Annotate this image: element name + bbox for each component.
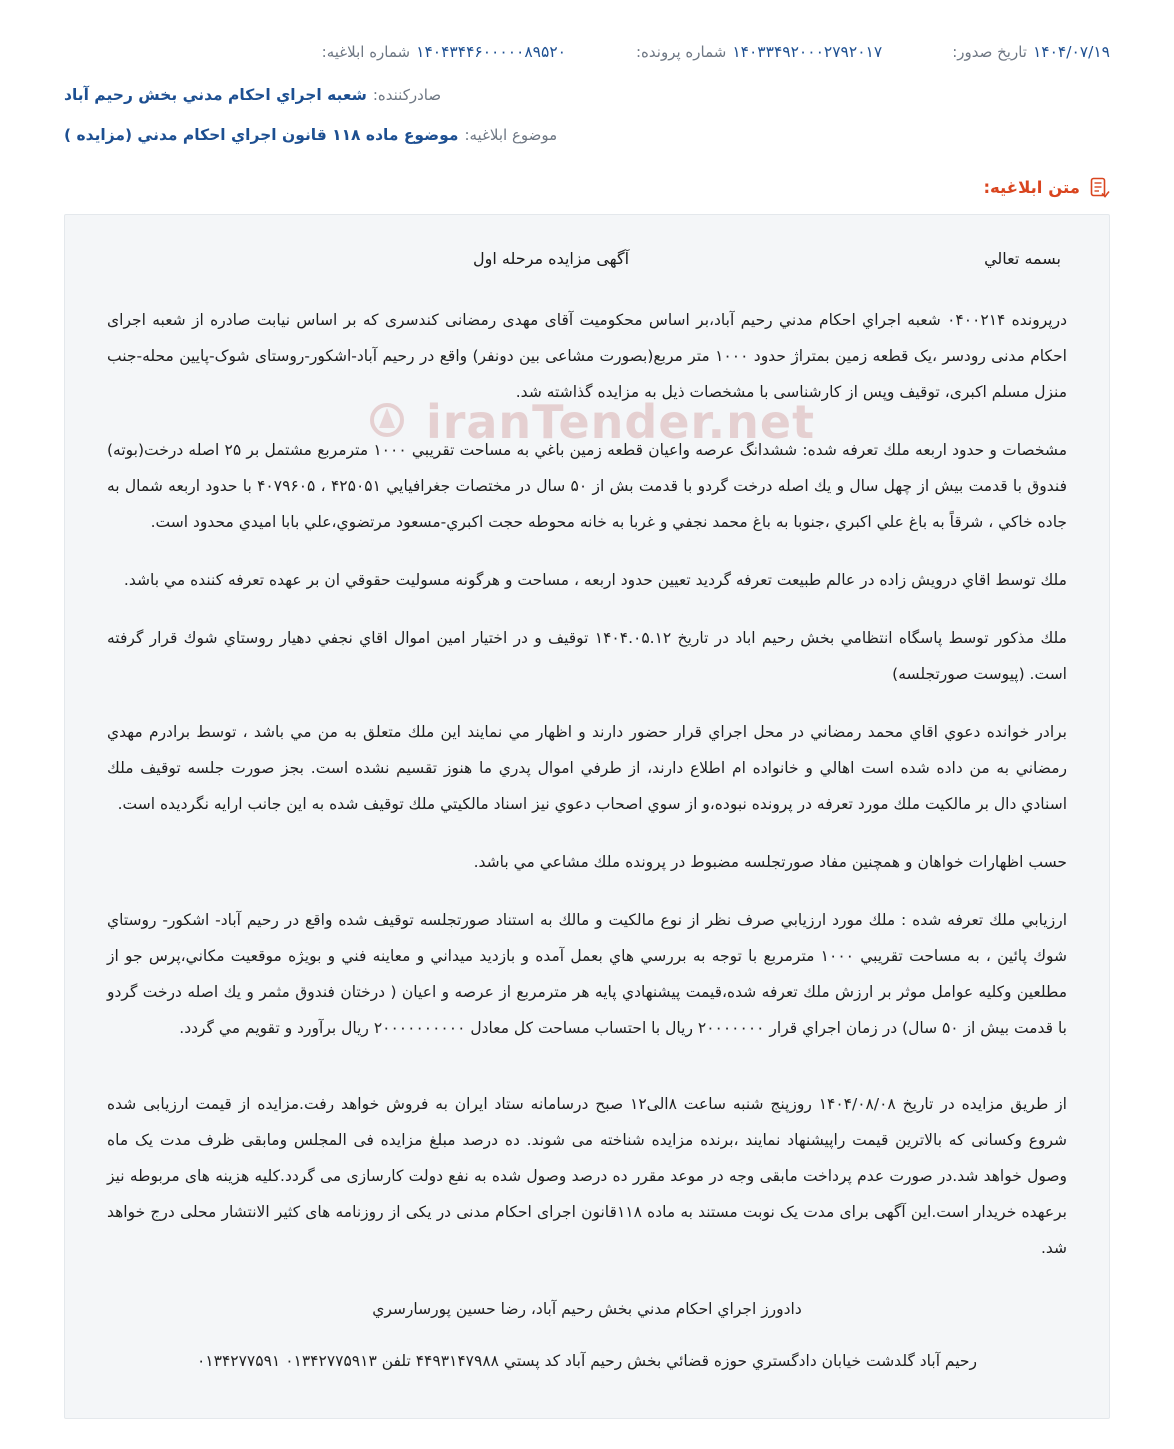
issue-date-value: ۱۴۰۴/۰۷/۱۹ — [1032, 43, 1110, 61]
case-number-label: شماره پرونده: — [635, 43, 727, 61]
bismillah-row — [107, 249, 1067, 268]
paragraph-5: برادر خوانده دعوي اقاي محمد رمضاني در محل اجراي قرار حضور دارند و اظهار مي نمایند این ملك متعلق به من مي باشد ، توسط برادرم مهدي رمضاني به من داده شده است اهالي و خانواده ام اطلاع دارند، از طرفي اموال پدري ما هنوز تقسیم نشده است. بجز صورت جلسه توقیف ملك اسنادي دال بر مالکیت ملك مورد تعرفه در پرونده نبوده،و از سوي اصحاب دعوي نیز اسناد مالکیتي ملك توقیف شده به این جانب ارایه نگردیده است. — [107, 723, 1067, 813]
issue-date-cell — [952, 38, 1110, 66]
paragraph-2: مشخصات و حدود اربعه ملك تعرفه شده: ششدانگ عرصه واعیان قطعه زمین باغي به مساحت تقریبي ۱۰۰۰ مترمربع مشتمل بر ۲۵ اصله درخت(بوته) فندوق با قدمت بیش از چهل سال و یك اصله درخت گردو با قدمت بش از ۵۰ سال در مختصات جغرافیایي ۴۲۵۰۵۱ ، ۴۰۷۹۶۰۵ با حدود اربعه شمال به جاده خاكي ، شرقاً به باغ علي اكبري ،جنوبا به باغ محمد نجفي و غربا به خانه محوطه حجت اكبري-مسعود مرتضوي،علي بابا امیدي محدود است. — [107, 441, 1068, 531]
paragraph-1: درپرونده ۰۴۰۰۲۱۴ شعبه اجراي احکام مدني رحیم آباد،بر اساس محکومیت آقای مهدی رمضانی کندسری که بر اساس نیابت صادره از شعبه اجرای احکام مدنی رودسر ،یک قطعه زمین بمتراژ حدود ۱۰۰۰ متر مربع(بصورت مشاعی بین دونفر) واقع در رحیم آباد-اشکور-روستای شوک-پایین محله-جنب منزل مسلم اکبری، توقیف وپس از کارشناسی با مشخصات ذیل به مزایده گذاشته شد. — [107, 311, 1067, 401]
subject-label: موضوع ابلاغیه: — [464, 126, 558, 144]
watermark-text: iranTender.net — [425, 395, 816, 449]
notice-number-label: شماره ابلاغیه: — [321, 43, 411, 61]
issuer-row — [64, 80, 1110, 110]
paragraph-3: ملك توسط اقاي درویش زاده در عالم طبیعت تعرفه گردید تعیین حدود اربعه ، مساحت و هرگونه مسولیت حقوقي ان بر عهده تعرفه کننده مي باشد. — [123, 571, 1067, 589]
subject-row — [64, 120, 1110, 150]
paragraph-7: ارزیابي ملك تعرفه شده : ملك مورد ارزیابي صرف نظر از نوع مالکیت و مالك به استناد صورتجلسه توقیف شده واقع در رحیم آباد- اشکور- روستاي شوك پائین ، به مساحت تقریبي ۱۰۰۰ مترمربع با توجه به بررسي هاي بعمل آمده و بازدید میداني و معاینه فني و بویژه موقعیت مکاني،پرس جو از مطلعین وکلیه عوامل موثر بر ارزش ملك تعرفه شده،قیمت پیشنهادي پایه هر مترمربع از عرصه و اعیان ( درختان فندوق مثمر و یك اصله درخت گردو با قدمت بیش از ۵۰ سال) در زمان اجراي قرار ۲۰۰۰۰۰۰۰ ریال با احتساب مساحت کل معادل ۲۰۰۰۰۰۰۰۰۰۰ ریال برآورد و تقویم مي گردد. — [107, 911, 1067, 1037]
case-number-value: ۱۴۰۳۳۴۹۲۰۰۰۲۷۹۲۰۱۷ — [732, 43, 883, 61]
header-meta-row-1 — [64, 38, 1110, 66]
document-icon — [1088, 176, 1110, 198]
notice-number-value: ۱۴۰۴۳۴۴۶۰۰۰۰۰۸۹۵۲۰ — [416, 43, 566, 61]
subject-value: موضوع ماده ۱۱۸ قانون اجراي احکام مدني (مزایده ) — [64, 126, 459, 144]
case-number-cell — [636, 38, 882, 66]
bismillah-label: بسمه تعالي — [984, 249, 1061, 268]
issue-date-label: تاریخ صدور: — [952, 43, 1027, 61]
auction-heading: آگهی مزایده مرحله اول — [473, 249, 630, 268]
notice-body-panel — [64, 214, 1110, 1419]
notice-text-section-title — [64, 176, 1110, 198]
notice-number-cell — [322, 38, 566, 66]
paragraph-6: حسب اظهارات خواهان و همچنین مفاد صورتجلسه مضبوط در پرونده ملك مشاعي مي باشد. — [473, 853, 1067, 871]
issuer-label: صادرکننده: — [372, 86, 442, 104]
paragraph-4: ملك مذکور توسط پاسگاه انتظامي بخش رحیم اباد در تاریخ ۱۴۰۴.۰۵.۱۲ توقیف و در اختیار امین اموال اقاي نجفي دهیار روستاي شوك قرار گرفته است. (پیوست صورتجلسه) — [107, 629, 1067, 683]
signature-line: دادورز اجراي احکام مدني بخش رحیم آباد، رضا حسین پورسارسري — [372, 1300, 802, 1318]
issuer-value: شعبه اجراي احکام مدني بخش رحیم آباد — [64, 86, 367, 104]
address-line: رحیم آباد گلدشت خیابان دادگستري حوزه قضائي بخش رحیم آباد کد پستي ۴۴۹۳۱۴۷۹۸۸ تلفن ۰۱۳۴۲۷۷۵۹۱۳ ۰۱۳۴۲۷۷۵۹۱ — [196, 1352, 977, 1370]
section-title-label: متن ابلاغیه: — [983, 177, 1080, 197]
paragraph-8: از طریق مزایده در تاریخ ۱۴۰۴/۰۸/۰۸ روزپنج شنبه ساعت ۸الی۱۲ صبح درسامانه ستاد ایران به فروش خواهد رفت.مزایده از قیمت ارزیابی شده شروع وکسانی که بالاترین قیمت راپیشنهاد نمایند ،برنده مزایده شناخته می شوند. ده درصد مبلغ مزایده فی المجلس ومابقی ظرف مدت یک ماه وصول خواهد شد.در صورت عدم پرداخت مابقی وجه در موعد مقرر ده درصد وصول شده به نفع دولت کارسازی می گردد.کلیه هزینه های مربوطه نیز برعهده خریدار است.این آگهی برای مدت یک نوبت مستند به ماده ۱۱۸قانون اجرای احکام مدنی در یکی از روزنامه های کثیر الانتشار محلی درج خواهد شد. — [107, 1095, 1067, 1257]
